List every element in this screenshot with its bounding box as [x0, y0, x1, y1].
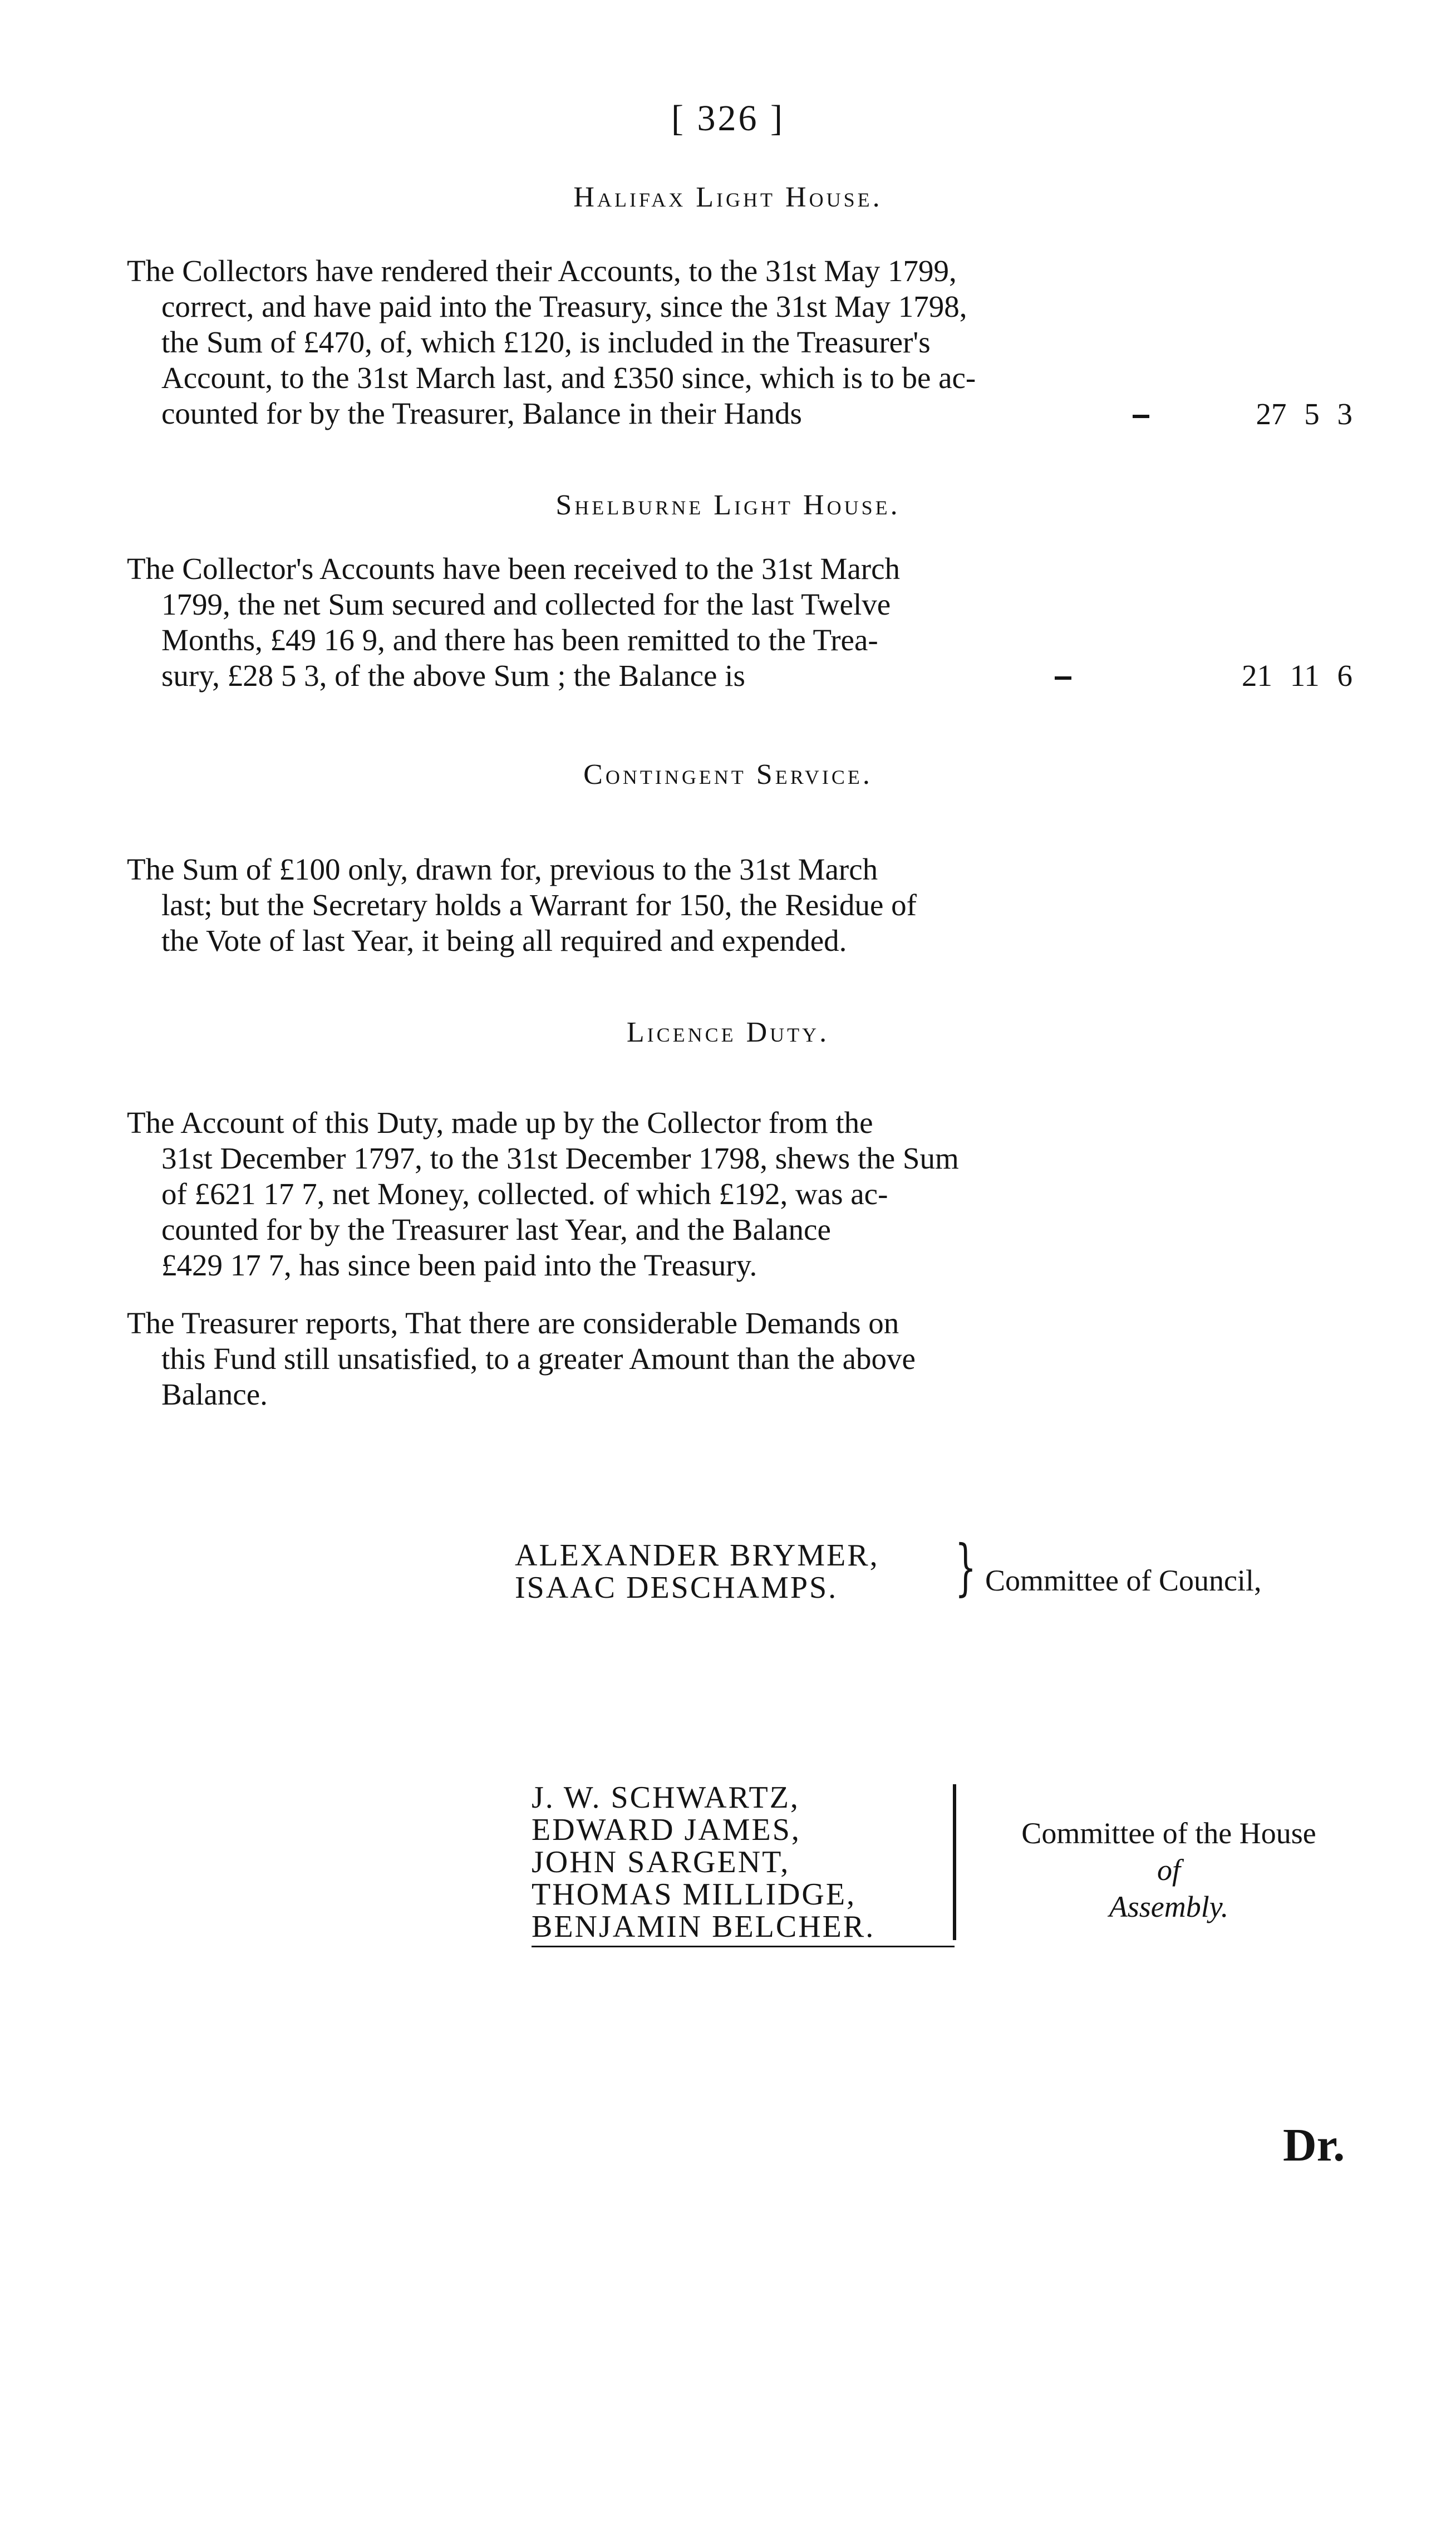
council-signatories [515, 1539, 879, 1604]
catchword: Dr. [1283, 2119, 1345, 2171]
paragraph-line: counted for by the Treasurer last Year, and the Balance [161, 1212, 831, 1246]
paragraph-line: sury, £28 5 3, of the above Sum ; the Balance is [161, 659, 745, 693]
paragraph-line: the Sum of £470, of, which £120, is included in the Treasurer's [161, 325, 931, 359]
paragraph-line: The Treasurer reports, That there are considerable Demands on [127, 1306, 899, 1340]
paragraph-treasurer-reports [127, 1305, 1140, 1412]
paragraph-line: this Fund still unsatisfied, to a greater Amount than the above [161, 1342, 916, 1376]
signatory-name: BENJAMIN BELCHER. [532, 1909, 875, 1944]
brace-line [953, 1784, 966, 1940]
section-heading-halifax: Halifax Light House. [573, 181, 883, 213]
assembly-label-line: of [1157, 1853, 1180, 1887]
brace-glyph: } [955, 1531, 977, 1603]
leader-dash [1055, 676, 1071, 680]
signatory-name: ISAAC DESCHAMPS. [515, 1570, 838, 1605]
assembly-label-line: Assembly. [1109, 1890, 1229, 1923]
paragraph-licence [127, 1105, 1140, 1283]
paragraph-line: Balance. [161, 1377, 268, 1411]
page-number: [ 326 ] [671, 98, 785, 139]
signatory-name: ALEXANDER BRYMER, [515, 1538, 879, 1573]
paragraph-line: correct, and have paid into the Treasury, since the 31st May 1798, [161, 289, 967, 323]
signatory-name: THOMAS MILLIDGE, [532, 1877, 857, 1912]
signature-rule [532, 1946, 955, 1947]
section-heading-licence: Licence Duty. [626, 1017, 830, 1048]
paragraph-shelburne [127, 551, 1140, 694]
council-committee-label: Committee of Council, [985, 1564, 1262, 1597]
paragraph-line: Months, £49 16 9, and there has been remitted to the Trea- [161, 623, 878, 657]
paragraph-line: The Collector's Accounts have been received to the 31st March [127, 552, 901, 586]
paragraph-line: counted for by the Treasurer, Balance in their Hands [161, 396, 802, 430]
paragraph-line: last; but the Secretary holds a Warrant for 150, the Residue of [161, 888, 917, 922]
paragraph-line: of £621 17 7, net Money, collected. of which £192, was ac- [161, 1177, 888, 1211]
assembly-label-line: Committee of the House [1021, 1817, 1316, 1850]
paragraph-line: £429 17 7, has since been paid into the Treasury. [161, 1248, 757, 1282]
section-heading-shelburne: Shelburne Light House. [555, 489, 901, 521]
leader-dash [1133, 415, 1149, 418]
signatory-name: EDWARD JAMES, [532, 1813, 801, 1847]
balance-amount-shelburne: 21 11 6 [1242, 659, 1352, 693]
paragraph-line: 31st December 1797, to the 31st December 1798, shews the Sum [161, 1141, 959, 1175]
paragraph-line: The Sum of £100 only, drawn for, previous to the 31st March [127, 852, 878, 886]
paragraph-line: The Collectors have rendered their Accounts, to the 31st May 1799, [127, 254, 957, 288]
paragraph-halifax [127, 253, 1140, 431]
paragraph-line: the Vote of last Year, it being all required and expended. [161, 924, 847, 958]
paragraph-line: The Account of this Duty, made up by the Collector from the [127, 1106, 873, 1140]
signatory-name: JOHN SARGENT, [532, 1845, 790, 1879]
paragraph-contingent [127, 852, 1140, 959]
assembly-committee-label [974, 1815, 1364, 1925]
assembly-signatories [532, 1781, 875, 1943]
paragraph-line: Account, to the 31st March last, and £350 since, which is to be ac- [161, 361, 976, 395]
paragraph-line: 1799, the net Sum secured and collected for the last Twelve [161, 587, 891, 621]
balance-amount-halifax: 27 5 3 [1256, 397, 1352, 431]
section-heading-contingent: Contingent Service. [583, 759, 873, 791]
signatory-name: J. W. SCHWARTZ, [532, 1780, 800, 1815]
